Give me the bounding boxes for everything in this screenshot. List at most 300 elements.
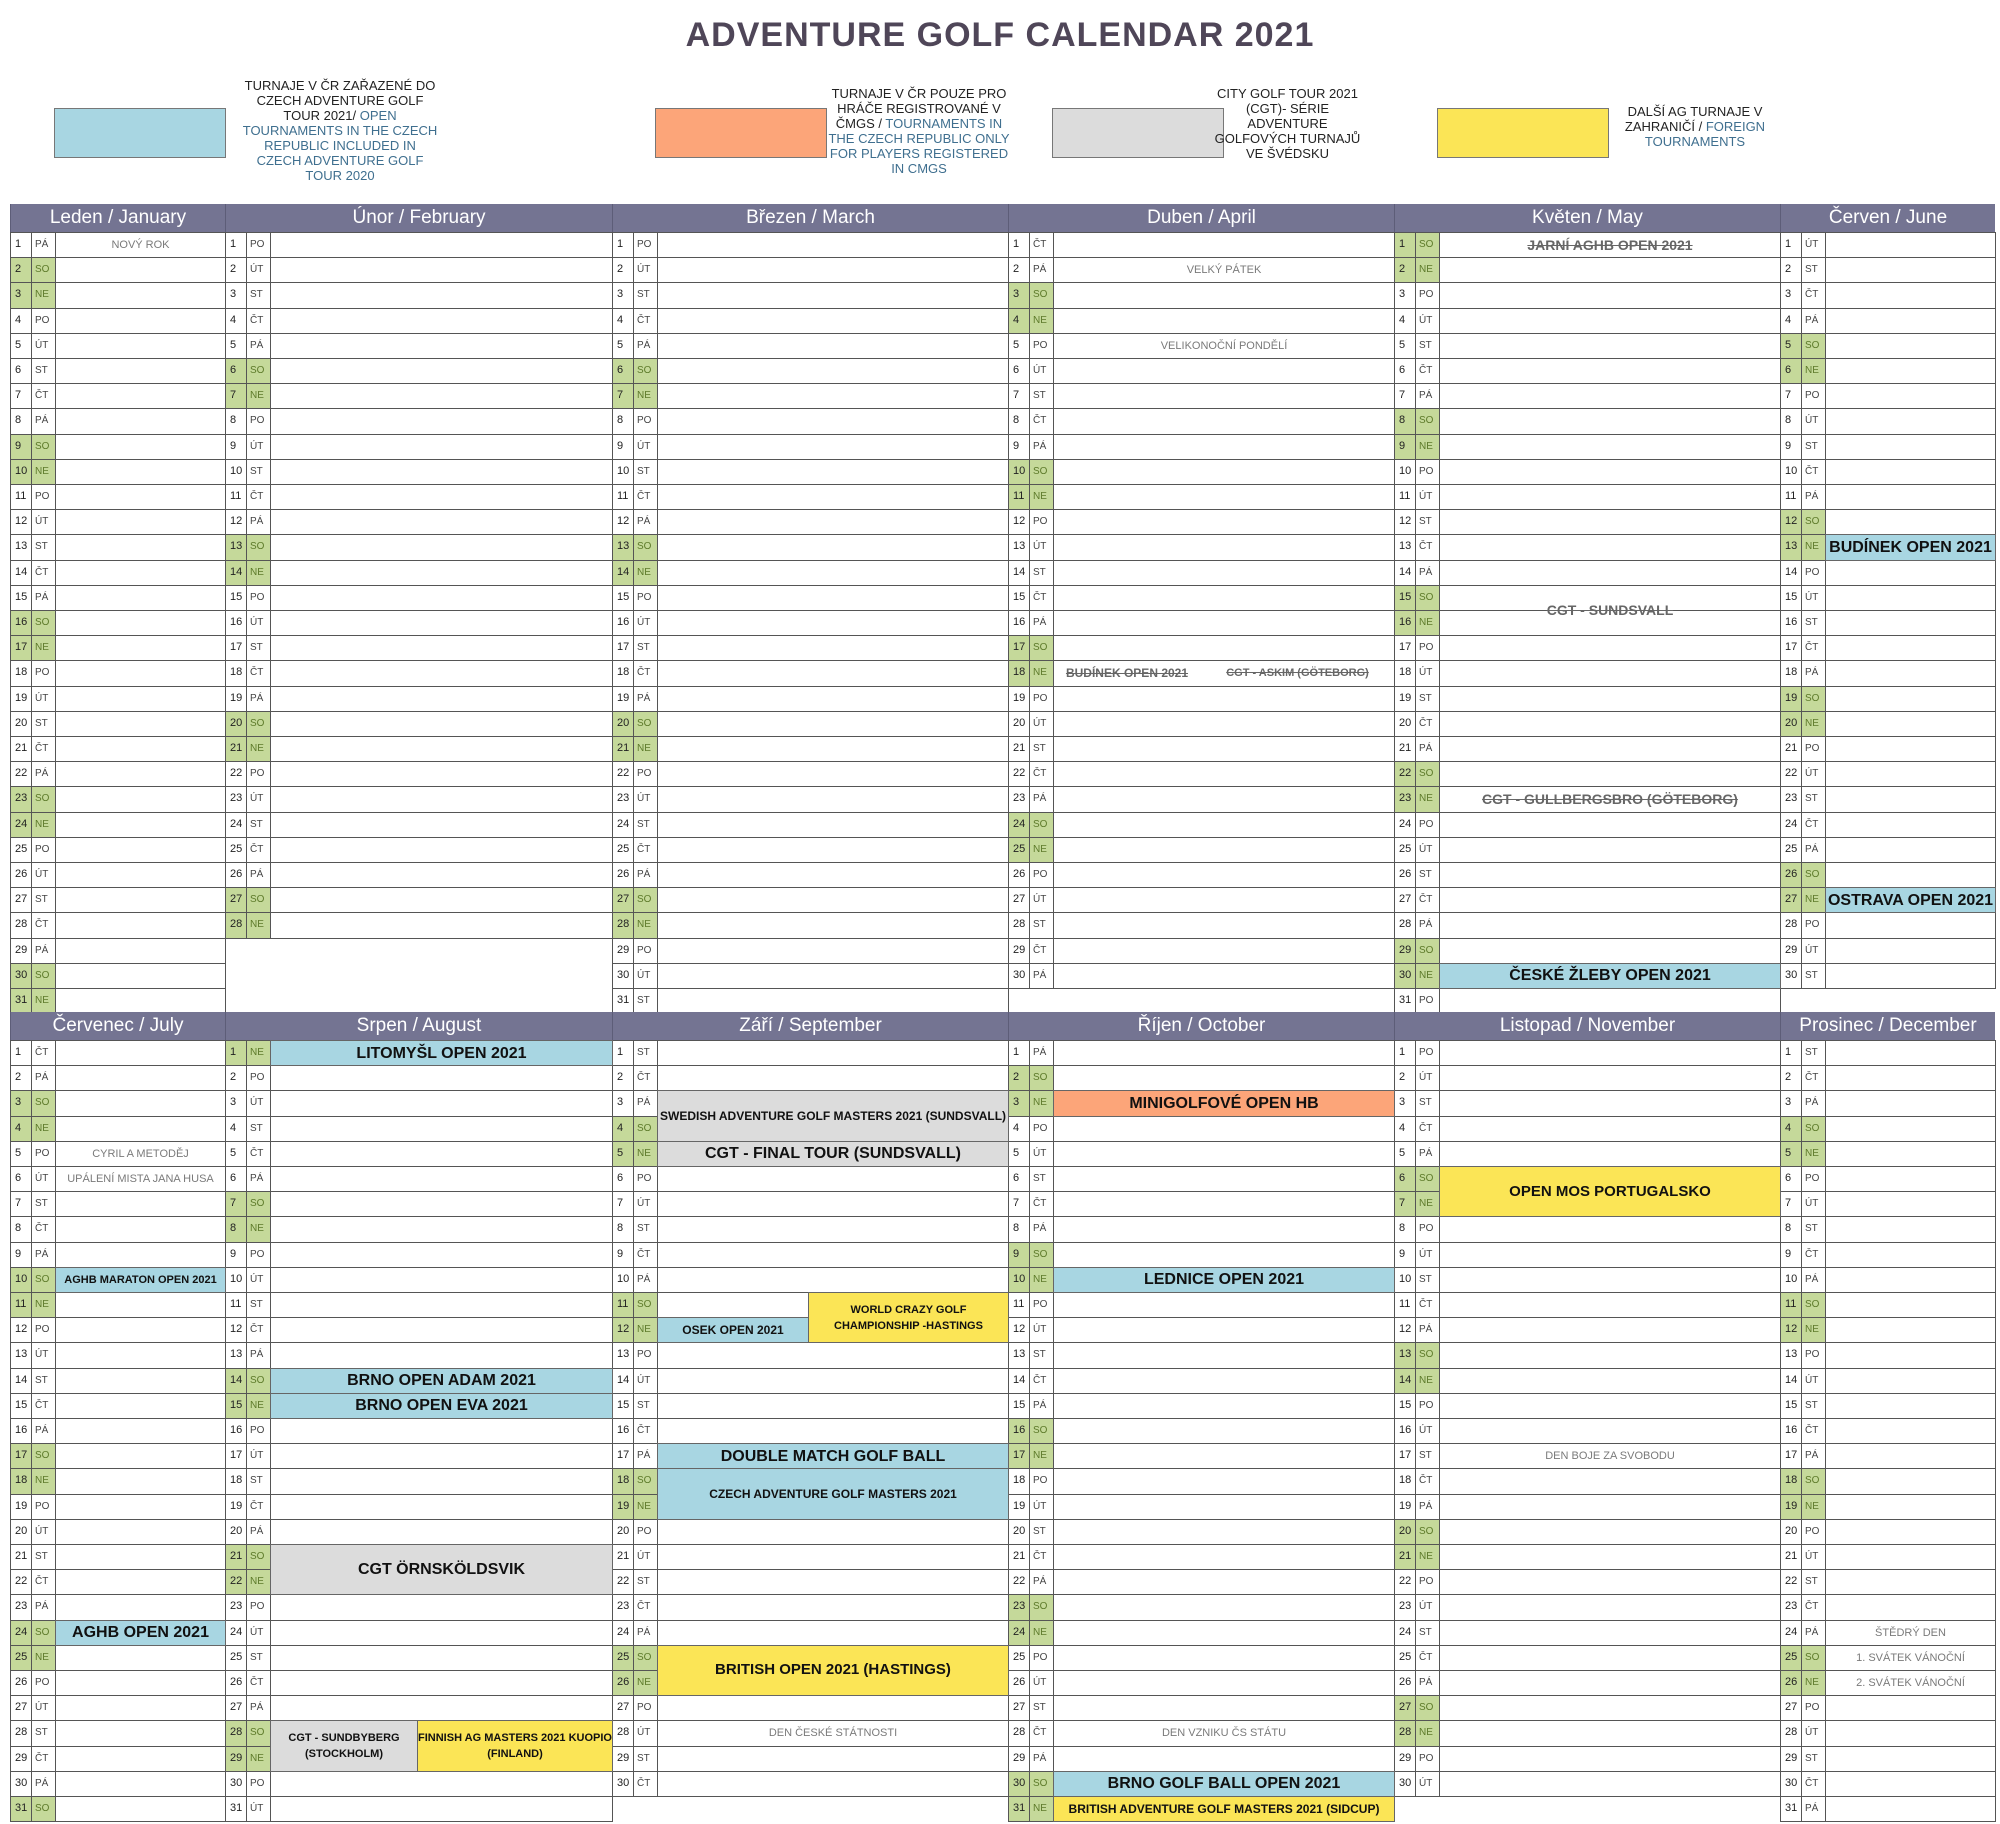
day-event-cell (1053, 1191, 1395, 1217)
day-number: 25 (225, 837, 247, 863)
day-number: 21 (10, 736, 32, 762)
day-of-week: NE (1029, 484, 1054, 510)
day-of-week: SO (1029, 1418, 1054, 1444)
day-of-week: SO (633, 1116, 658, 1142)
day-number: 23 (612, 786, 634, 812)
day-event-cell (657, 786, 1009, 812)
day-event-cell (1825, 1468, 1996, 1494)
day-event-cell (270, 610, 613, 636)
day-event-cell (1825, 1216, 1996, 1242)
day-event-cell (1439, 1746, 1781, 1772)
day-number: 4 (612, 308, 634, 334)
day-event-cell (1053, 1141, 1395, 1167)
day-event-cell (657, 963, 1009, 989)
day-number: 7 (10, 1191, 32, 1217)
day-number: 27 (1780, 1695, 1802, 1721)
day-event-cell (270, 1645, 613, 1671)
day-number: 28 (1008, 912, 1030, 938)
day-of-week: PÁ (1801, 308, 1826, 334)
day-event-cell (270, 1519, 613, 1545)
day-number: 4 (225, 1116, 247, 1142)
day-event-cell (1053, 1443, 1395, 1469)
day-number: 27 (1008, 1695, 1030, 1721)
day-number: 19 (10, 1494, 32, 1520)
day-event-cell (1825, 1292, 1996, 1318)
day-of-week: ČT (1029, 938, 1054, 964)
day-of-week: ČT (246, 1494, 271, 1520)
legend-swatch (1437, 108, 1609, 158)
day-number: 9 (1394, 1242, 1416, 1268)
day-number: 8 (1008, 1216, 1030, 1242)
day-event-cell (270, 1216, 613, 1242)
day-of-week: ST (633, 988, 658, 1014)
event-text: ŠTĚDRÝ DEN (1875, 1626, 1946, 1639)
day-number: 8 (225, 1216, 247, 1242)
day-of-week: NE (1415, 1368, 1440, 1394)
day-event-cell (1439, 812, 1781, 838)
day-of-week: ÚT (1415, 1065, 1440, 1091)
day-event-cell (1825, 1746, 1996, 1772)
day-number: 17 (612, 1443, 634, 1469)
day-of-week: ST (31, 1720, 56, 1746)
day-event-cell (1053, 610, 1395, 636)
day-of-week: NE (633, 383, 658, 409)
day-event-cell (270, 1342, 613, 1368)
day-event-cell (1439, 686, 1781, 712)
day-number: 13 (1008, 534, 1030, 560)
day-of-week: ST (246, 1645, 271, 1671)
day-number: 20 (612, 711, 634, 737)
day-of-week: ST (246, 282, 271, 308)
day-number: 10 (10, 459, 32, 485)
day-number: 29 (1008, 1746, 1030, 1772)
event-yellow: BRITISH OPEN 2021 (HASTINGS) (657, 1645, 1009, 1696)
day-event-cell (1825, 812, 1996, 838)
day-number: 10 (1780, 1267, 1802, 1293)
day-of-week: NE (1415, 1544, 1440, 1570)
day-number: 15 (1394, 585, 1416, 611)
day-of-week: ST (1415, 1620, 1440, 1646)
day-number: 25 (10, 837, 32, 863)
day-event-cell (657, 509, 1009, 535)
day-of-week: ČT (31, 912, 56, 938)
day-event-cell (1053, 1065, 1395, 1091)
day-of-week: SO (31, 434, 56, 460)
day-of-week: ST (246, 1468, 271, 1494)
day-event-cell (657, 1368, 1009, 1394)
day-of-week: PO (1415, 635, 1440, 661)
day-event-cell (1439, 862, 1781, 888)
day-of-week: ÚT (633, 257, 658, 283)
day-of-week: ČT (1029, 1368, 1054, 1394)
day-of-week: ST (1415, 862, 1440, 888)
day-number: 30 (225, 1771, 247, 1797)
day-event-cell (1439, 1519, 1781, 1545)
day-of-week: PÁ (246, 1342, 271, 1368)
day-event-cell (1439, 1116, 1781, 1142)
day-number: 17 (1008, 1443, 1030, 1469)
day-number: 9 (225, 1242, 247, 1268)
day-of-week: PO (1029, 1468, 1054, 1494)
day-number: 13 (1394, 534, 1416, 560)
day-of-week: SO (246, 1544, 271, 1570)
day-number: 6 (612, 358, 634, 384)
day-number: 12 (1780, 1317, 1802, 1343)
day-number: 21 (1394, 1544, 1416, 1570)
day-of-week: NE (1415, 1720, 1440, 1746)
day-of-week: PO (1801, 736, 1826, 762)
day-number: 11 (1780, 1292, 1802, 1318)
event-blue: DOUBLE MATCH GOLF BALL (657, 1443, 1009, 1469)
day-number: 5 (1008, 333, 1030, 359)
day-number: 26 (225, 862, 247, 888)
day-number: 3 (1394, 1090, 1416, 1116)
day-of-week: ST (633, 1569, 658, 1595)
day-event-cell (1439, 333, 1781, 359)
day-event-cell (1825, 1317, 1996, 1343)
day-number: 14 (1780, 560, 1802, 586)
day-event-cell (1439, 1620, 1781, 1646)
day-number: 10 (1008, 459, 1030, 485)
day-event-cell (1053, 434, 1395, 460)
day-of-week: NE (31, 1292, 56, 1318)
day-event-cell (270, 812, 613, 838)
day-of-week: PÁ (1029, 610, 1054, 636)
day-of-week: NE (1029, 1267, 1054, 1293)
day-number: 15 (1008, 585, 1030, 611)
day-of-week: ÚT (31, 333, 56, 359)
day-number: 7 (10, 383, 32, 409)
day-of-week: ČT (1801, 1418, 1826, 1444)
day-number: 16 (225, 610, 247, 636)
day-number: 14 (225, 1368, 247, 1394)
day-of-week: NE (246, 912, 271, 938)
day-of-week: PO (1801, 1166, 1826, 1192)
day-event-cell (1053, 484, 1395, 510)
day-of-week: PO (246, 761, 271, 787)
day-of-week: NE (1029, 1090, 1054, 1116)
day-number: 23 (1008, 1594, 1030, 1620)
day-of-week: PÁ (1801, 1090, 1826, 1116)
day-number: 24 (10, 1620, 32, 1646)
day-event-cell (1825, 1569, 1996, 1595)
day-number: 19 (1394, 686, 1416, 712)
day-event-cell (55, 963, 226, 989)
day-number: 11 (225, 1292, 247, 1318)
day-of-week: NE (31, 812, 56, 838)
day-number: 3 (612, 282, 634, 308)
day-number: 2 (612, 257, 634, 283)
day-event-cell (1053, 761, 1395, 787)
day-number: 2 (1394, 1065, 1416, 1091)
day-of-week: SO (1801, 509, 1826, 535)
day-event-cell (270, 308, 613, 334)
day-event-cell (1053, 1569, 1395, 1595)
day-event-cell (657, 1544, 1009, 1570)
day-event-cell (1825, 1368, 1996, 1394)
day-of-week: PÁ (31, 232, 56, 258)
day-of-week: ČT (633, 1065, 658, 1091)
day-number: 10 (1008, 1267, 1030, 1293)
day-of-week: PÁ (246, 1166, 271, 1192)
day-number: 5 (612, 333, 634, 359)
day-number: 29 (1394, 938, 1416, 964)
day-event-cell (1053, 1393, 1395, 1419)
day-of-week: NE (246, 1569, 271, 1595)
day-event-cell (270, 660, 613, 686)
day-number: 13 (612, 534, 634, 560)
day-of-week: ÚT (1801, 1720, 1826, 1746)
day-of-week: ST (246, 459, 271, 485)
event-text: VELIKONOČNÍ PONDĚLÍ (1160, 339, 1288, 352)
day-number: 3 (1008, 1090, 1030, 1116)
day-number: 22 (612, 1569, 634, 1595)
day-of-week: SO (31, 1090, 56, 1116)
day-event-cell (1053, 1695, 1395, 1721)
day-of-week: ÚT (246, 610, 271, 636)
day-number: 3 (10, 282, 32, 308)
day-event-cell (55, 938, 226, 964)
day-number: 18 (225, 1468, 247, 1494)
day-event-cell (657, 308, 1009, 334)
day-number: 5 (225, 1141, 247, 1167)
day-event-cell (270, 1468, 613, 1494)
day-event-cell (55, 408, 226, 434)
day-number: 3 (10, 1090, 32, 1116)
day-of-week: NE (1415, 1191, 1440, 1217)
day-of-week: NE (1801, 1141, 1826, 1167)
event-strike: JARNÍ AGHB OPEN 2021 (1527, 236, 1693, 253)
day-number: 8 (1780, 1216, 1802, 1242)
day-event-cell (1439, 1594, 1781, 1620)
day-of-week: ČT (31, 383, 56, 409)
day-event-cell (657, 434, 1009, 460)
day-number: 7 (225, 1191, 247, 1217)
day-number: 28 (612, 1720, 634, 1746)
day-of-week: NE (1029, 308, 1054, 334)
day-event-cell (55, 1494, 226, 1520)
day-of-week: ÚT (1029, 534, 1054, 560)
day-event-cell (1053, 1040, 1395, 1066)
day-number: 5 (225, 333, 247, 359)
day-event-cell (55, 1216, 226, 1242)
day-event-cell (1439, 1720, 1781, 1746)
day-number: 28 (10, 912, 32, 938)
day-of-week: NE (633, 1141, 658, 1167)
day-number: 24 (1008, 812, 1030, 838)
day-number: 1 (225, 232, 247, 258)
day-number: 23 (1394, 786, 1416, 812)
day-of-week: PÁ (31, 1594, 56, 1620)
day-of-week: ÚT (246, 1090, 271, 1116)
day-of-week: ČT (1415, 358, 1440, 384)
day-event-cell (55, 786, 226, 812)
day-of-week: SO (633, 887, 658, 913)
day-event-cell (55, 434, 226, 460)
day-event-cell (1825, 282, 1996, 308)
day-of-week: PÁ (246, 333, 271, 359)
day-event-cell (1825, 1443, 1996, 1469)
day-event-cell (1825, 1418, 1996, 1444)
day-of-week: SO (1801, 686, 1826, 712)
day-number: 9 (612, 434, 634, 460)
day-number: 13 (612, 1342, 634, 1368)
day-event-cell (270, 333, 613, 359)
day-event-cell (1825, 257, 1996, 283)
day-of-week: SO (246, 1368, 271, 1394)
day-number: 13 (225, 1342, 247, 1368)
day-event-cell (1439, 1267, 1781, 1293)
day-of-week: SO (1415, 585, 1440, 611)
day-event-cell (1439, 358, 1781, 384)
day-number: 21 (225, 1544, 247, 1570)
day-of-week: PO (1029, 333, 1054, 359)
day-of-week: SO (1801, 333, 1826, 359)
day-event-cell (657, 1216, 1009, 1242)
day-event-cell (1053, 887, 1395, 913)
day-of-week: PÁ (31, 585, 56, 611)
day-number: 25 (1394, 837, 1416, 863)
day-of-week: ÚT (1029, 1670, 1054, 1696)
day-event-cell (55, 1771, 226, 1797)
day-event-cell (657, 686, 1009, 712)
day-number: 22 (1780, 1569, 1802, 1595)
day-number: 14 (1008, 1368, 1030, 1394)
day-of-week: ÚT (31, 509, 56, 535)
day-of-week: ČT (246, 837, 271, 863)
day-of-week: ST (31, 534, 56, 560)
day-number: 1 (1008, 232, 1030, 258)
day-number: 15 (225, 585, 247, 611)
day-number: 19 (1780, 686, 1802, 712)
day-event-cell (270, 887, 613, 913)
event-blue: BRNO OPEN ADAM 2021 (270, 1368, 613, 1394)
legend-label-cz: TURNAJE V ČR ZAŘAZENÉ DO CZECH ADVENTURE GOLF TOUR 2021/ (244, 78, 436, 123)
day-number: 4 (10, 308, 32, 334)
day-number: 15 (225, 1393, 247, 1419)
day-number: 17 (1008, 635, 1030, 661)
day-event-cell (55, 282, 226, 308)
event-text: VELKÝ PÁTEK (1186, 264, 1262, 277)
day-of-week: ÚT (31, 1695, 56, 1721)
day-number: 15 (612, 1393, 634, 1419)
day-number: 8 (10, 408, 32, 434)
day-number: 23 (1008, 786, 1030, 812)
day-of-week: PÁ (31, 1242, 56, 1268)
day-of-week: NE (1029, 1443, 1054, 1469)
day-of-week: ST (31, 1368, 56, 1394)
day-of-week: ČT (1029, 1544, 1054, 1570)
day-event-cell (1053, 1242, 1395, 1268)
day-number: 15 (10, 1393, 32, 1419)
day-event-cell (1053, 786, 1395, 812)
day-number: 26 (612, 862, 634, 888)
day-of-week: ST (633, 1746, 658, 1772)
day-of-week: NE (633, 912, 658, 938)
day-event-cell (1439, 1771, 1781, 1797)
day-of-week: ČT (1029, 1720, 1054, 1746)
event-yellow: WORLD CRAZY GOLF CHAMPIONSHIP -HASTINGS (808, 1292, 1009, 1343)
day-of-week: ÚT (1801, 585, 1826, 611)
day-of-week: PO (1415, 1746, 1440, 1772)
day-event-cell (1439, 1090, 1781, 1116)
day-number: 21 (1780, 736, 1802, 762)
day-number: 12 (612, 1317, 634, 1343)
day-of-week: ČT (1801, 282, 1826, 308)
day-event-cell (55, 761, 226, 787)
day-of-week: ÚT (1029, 887, 1054, 913)
day-of-week: ST (1029, 912, 1054, 938)
day-of-week: PO (1029, 1292, 1054, 1318)
day-of-week: NE (1801, 887, 1826, 913)
month-header: Červenec / July (10, 1012, 225, 1040)
day-number: 22 (1780, 761, 1802, 787)
day-of-week: SO (1029, 459, 1054, 485)
day-event-cell (1439, 434, 1781, 460)
day-of-week: PÁ (31, 1065, 56, 1091)
day-number: 16 (1008, 610, 1030, 636)
day-of-week: ČT (1029, 761, 1054, 787)
day-number: 20 (1008, 711, 1030, 737)
day-number: 1 (10, 1040, 32, 1066)
day-number: 4 (10, 1116, 32, 1142)
day-number: 30 (1780, 1771, 1802, 1797)
day-event-cell (270, 1418, 613, 1444)
day-number: 30 (612, 1771, 634, 1797)
day-of-week: PÁ (1029, 1040, 1054, 1066)
day-of-week: ČT (633, 308, 658, 334)
day-of-week: ÚT (1415, 1594, 1440, 1620)
day-of-week: ČT (1801, 1065, 1826, 1091)
day-of-week: NE (1415, 257, 1440, 283)
day-event-cell (1825, 1544, 1996, 1570)
day-event-cell (55, 484, 226, 510)
day-number: 8 (1394, 408, 1416, 434)
day-of-week: ČT (1801, 459, 1826, 485)
event-yellow: FINNISH AG MASTERS 2021 KUOPIO (FINLAND) (417, 1720, 613, 1771)
day-event-cell (55, 1746, 226, 1772)
day-of-week: PÁ (1801, 484, 1826, 510)
day-number: 21 (225, 736, 247, 762)
day-event-cell (1053, 1746, 1395, 1772)
day-of-week: PÁ (1415, 1317, 1440, 1343)
day-number: 2 (10, 1065, 32, 1091)
day-event-cell (1439, 1569, 1781, 1595)
day-event-cell (1825, 912, 1996, 938)
day-of-week: NE (1801, 1670, 1826, 1696)
day-number: 27 (225, 887, 247, 913)
day-of-week: SO (1801, 1292, 1826, 1318)
page-title: ADVENTURE GOLF CALENDAR 2021 (685, 16, 1315, 54)
day-event-cell (657, 383, 1009, 409)
day-of-week: SO (31, 786, 56, 812)
day-of-week: PO (1415, 812, 1440, 838)
day-number: 25 (1780, 1645, 1802, 1671)
day-of-week: ČT (1415, 1116, 1440, 1142)
day-event-cell (55, 1594, 226, 1620)
day-of-week: PO (31, 484, 56, 510)
day-event-cell (55, 1645, 226, 1671)
legend-label-en: OPEN TOURNAMENTS IN THE CZECH REPUBLIC INCLUDED IN CZECH ADVENTURE GOLF TOUR 2020 (242, 108, 438, 183)
day-of-week: PÁ (246, 686, 271, 712)
day-number: 19 (1780, 1494, 1802, 1520)
day-number: 18 (1008, 1468, 1030, 1494)
day-event-cell (1439, 282, 1781, 308)
day-of-week: ÚT (31, 1342, 56, 1368)
day-of-week: ÚT (633, 1191, 658, 1217)
day-of-week: ČT (1415, 887, 1440, 913)
day-number: 4 (612, 1116, 634, 1142)
